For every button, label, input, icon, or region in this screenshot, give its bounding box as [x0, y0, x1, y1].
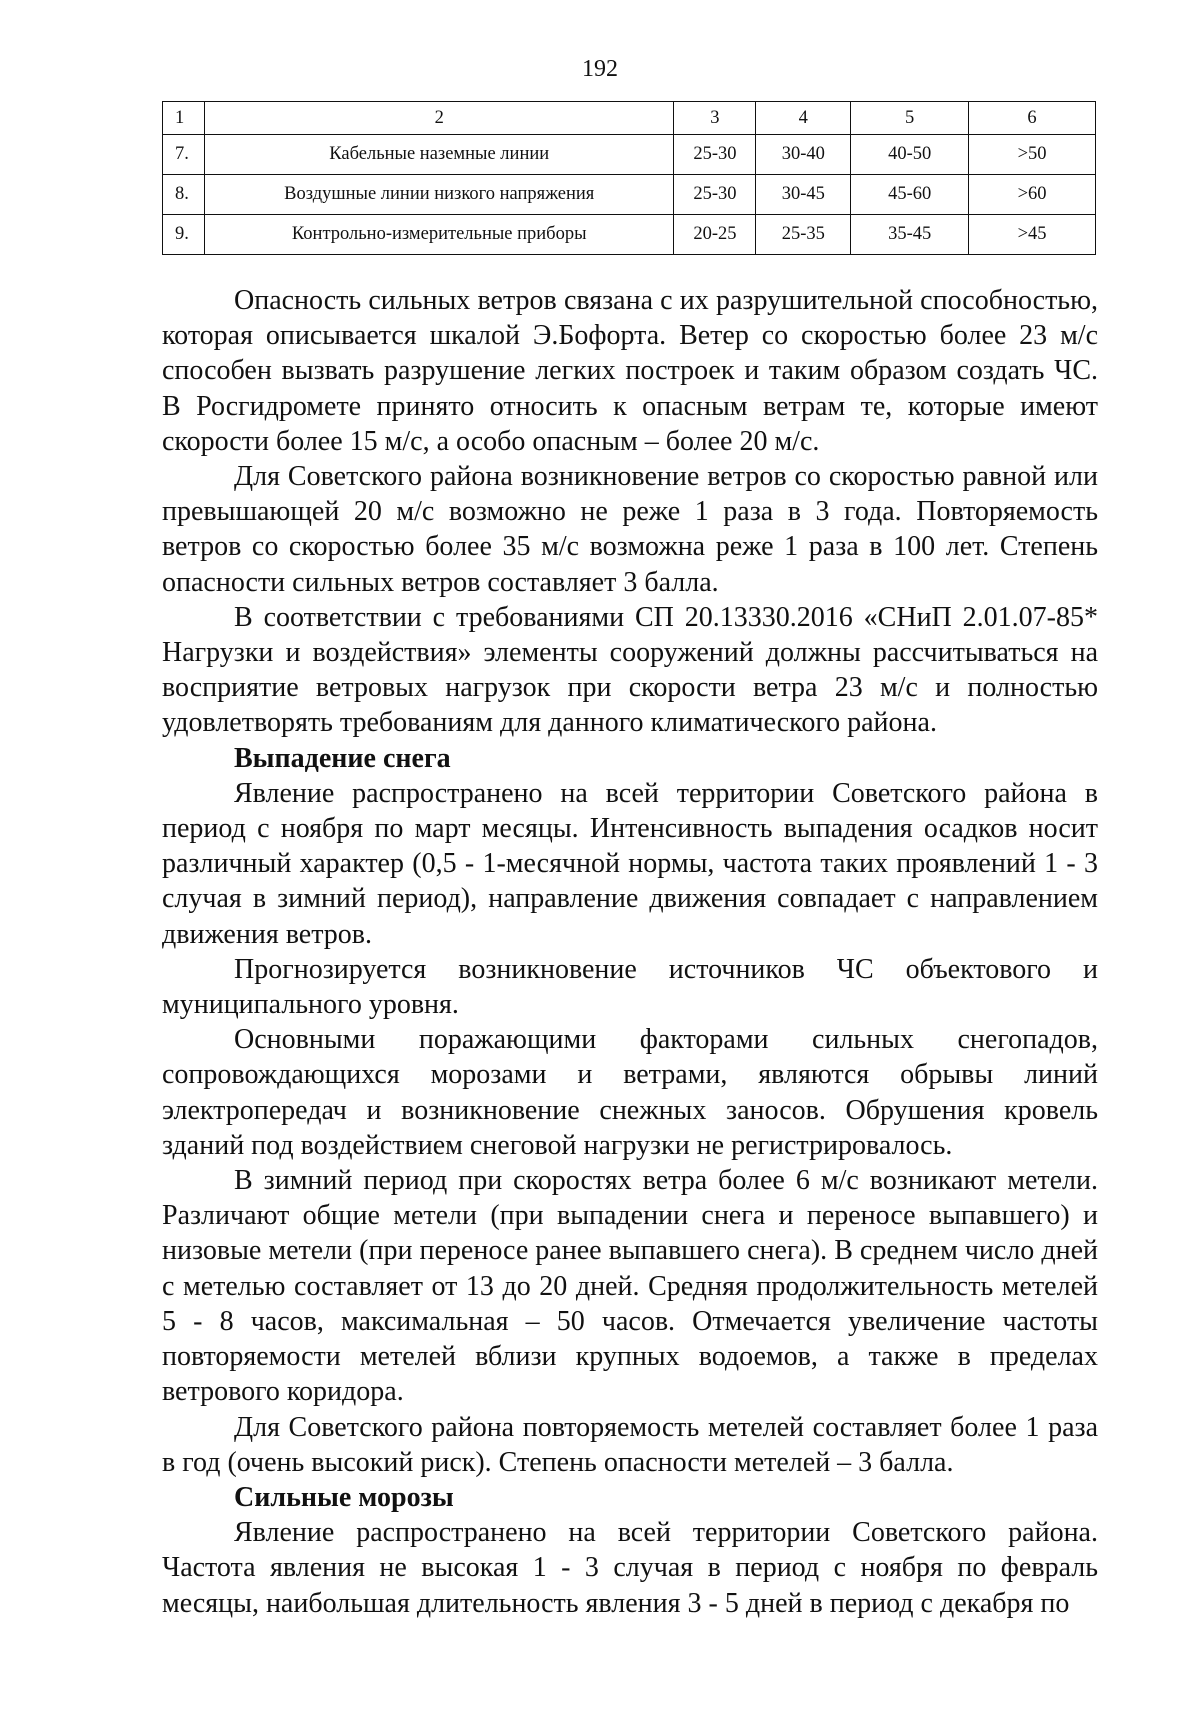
- paragraph: В зимний период при скоростях ветра более 6 м/с возникают метели. Различают общие метели (при выпадении снега и переносе выпавшего) и низовые метели (при переносе ранее выпавшего снега). В среднем число дней с метелью составляет от 13 до 20 дней. Средняя продолжительность метелей 5 - 8 часов, максимальная – 50 часов. Отмечается увеличение частоты повторяемости метелей вблизи крупных водоемов, а также в пределах ветрового коридора.: [162, 1165, 1098, 1408]
- table-header-row: [163, 102, 1096, 135]
- paragraph: Явление распространено на всей территории Советского района. Частота явления не высокая 1 - 3 случая в период с ноября по февраль месяцы, наибольшая длительность явления 3 - 5 дней в период с декабря по: [162, 1517, 1098, 1619]
- table-cell: 30-40: [756, 135, 851, 175]
- table-cell: Воздушные линии низкого напряжения: [204, 175, 673, 215]
- paragraph: В соответствии с требованиями СП 20.13330.2016 «СНиП 2.01.07-85* Нагрузки и воздействия» элементы сооружений должны рассчитываться на восприятие ветровых нагрузок при скорости ветра 23 м/с и полностью удовлетворять требованиям для данного климатического района.: [162, 601, 1098, 739]
- table-row: [163, 135, 1096, 175]
- table-cell: >45: [969, 215, 1096, 255]
- table-cell: 20-25: [674, 215, 756, 255]
- table-header-cell: 2: [204, 102, 673, 135]
- hazard-table: [162, 101, 1096, 255]
- table-row: [163, 175, 1096, 215]
- table-cell: 25-30: [674, 175, 756, 215]
- table-cell: >60: [969, 175, 1096, 215]
- table-header-cell: 6: [969, 102, 1096, 135]
- table-cell: 35-45: [851, 215, 969, 255]
- table-cell: 25-30: [674, 135, 756, 175]
- paragraph: Опасность сильных ветров связана с их разрушительной способностью, которая описывается шкалой Э.Бофорта. Ветер со скоростью более 23 м/с способен вызвать разрушение легких построек и таким образом создать ЧС. В Росгидромете принято относить к опасным ветрам те, которые имеют скорости более 15 м/с, а особо опасным – более 20 м/с.: [162, 285, 1098, 457]
- paragraph: Для Советского района повторяемость метелей составляет более 1 раза в год (очень высокий риск). Степень опасности метелей – 3 балла.: [162, 1411, 1098, 1478]
- document-body: [162, 283, 1098, 1621]
- table-row: [163, 215, 1096, 255]
- table-cell: 25-35: [756, 215, 851, 255]
- section-heading-snow: Выпадение снега: [234, 742, 451, 774]
- paragraph: Явление распространено на всей территории Советского района в период с ноября по март месяцы. Интенсивность выпадения осадков носит различный характер (0,5 - 1-месячной нормы, частота таких проявлений 1 - 3 случая в зимний период), направление движения совпадает с направлением движения ветров.: [162, 777, 1098, 950]
- table-cell: 40-50: [851, 135, 969, 175]
- table-cell: 7.: [163, 135, 205, 175]
- table-cell: 8.: [163, 175, 205, 215]
- table-cell: 45-60: [851, 175, 969, 215]
- page-number: 192: [582, 56, 618, 82]
- table-header-cell: 1: [163, 102, 205, 135]
- table-cell: Контрольно-измерительные приборы: [204, 215, 673, 255]
- table-header-cell: 3: [674, 102, 756, 135]
- table-cell: >50: [969, 135, 1096, 175]
- table-header-cell: 4: [756, 102, 851, 135]
- table-cell: 9.: [163, 215, 205, 255]
- paragraph: Для Советского района возникновение ветров со скоростью равной или превышающей 20 м/с возможно не реже 1 раза в 3 года. Повторяемость ветров со скоростью более 35 м/с возможна реже 1 раза в 100 лет. Степень опасности сильных ветров составляет 3 балла.: [162, 461, 1098, 598]
- table-header-cell: 5: [851, 102, 969, 135]
- table-cell: Кабельные наземные линии: [204, 135, 673, 175]
- table-cell: 30-45: [756, 175, 851, 215]
- paragraph: Прогнозируется возникновение источников ЧС объектового и муниципального уровня.: [162, 953, 1098, 1021]
- section-heading-frost: Сильные морозы: [234, 1481, 454, 1513]
- paragraph: Основными поражающими факторами сильных снегопадов, сопровождающихся морозами и ветрами, являются обрывы линий электропередач и возникновение снежных заносов. Обрушения кровель зданий под воздействием снеговой нагрузки не регистрировалось.: [162, 1024, 1098, 1161]
